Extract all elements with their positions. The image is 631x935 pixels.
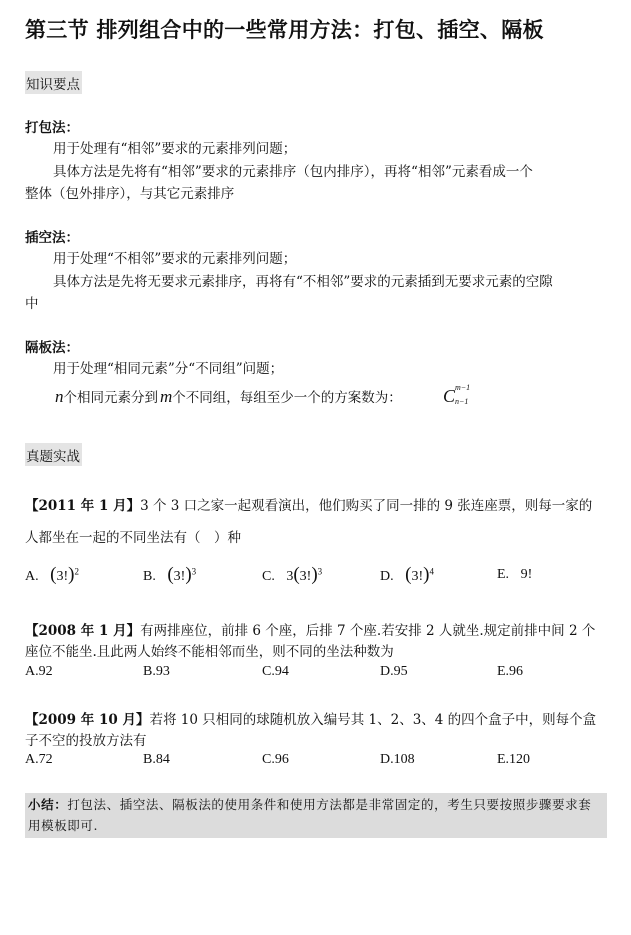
- q3-option-d: D.108: [380, 752, 415, 767]
- chakong-line2b: 中: [25, 296, 39, 312]
- q1-option-b-exp: 3: [191, 566, 197, 577]
- geban-line1: 用于处理“相同元素”分“不同组”问题；: [53, 361, 284, 377]
- q1-option-d: D. $(3!)^4$: [380, 564, 434, 585]
- q1-line-a: [25, 494, 592, 514]
- q2-line-a: [25, 619, 595, 639]
- formula-var-n: n: [55, 387, 64, 406]
- q3-line-a: [25, 708, 596, 728]
- q2-text-a: 有两排座位，前排 6 个座，后排 7 个座.若安排 2 人就坐.规定前排中间 2 个: [140, 623, 596, 639]
- q1-option-b: B. $(3!)^3$: [143, 564, 197, 585]
- chakong-heading: 插空法：: [25, 230, 79, 246]
- q1-option-a: A. $(3!)^2$: [25, 564, 79, 585]
- formula-var-m: m: [160, 387, 173, 406]
- q1-option-d-base: 3!: [411, 569, 424, 584]
- q1-option-a-base: 3!: [56, 569, 69, 584]
- q1-option-c-letter: C.: [262, 569, 275, 584]
- summary-text: 打包法、插空法、隔板法的使用条件和使用方法都是非常固定的，考生只要按照步骤要求套用模板即可.: [28, 797, 592, 833]
- formula-c: C: [443, 386, 456, 406]
- dabao-heading: 打包法：: [25, 120, 79, 136]
- q1-tag: 【2011 年 1 月】: [25, 498, 141, 514]
- q1-option-a-exp: 2: [74, 566, 79, 577]
- q1-option-b-letter: B.: [143, 569, 156, 584]
- q1-text-a: 3 个 3 口之家一起观看演出，他们购买了同一排的 9 张连座票，则每一家的: [140, 498, 593, 514]
- formula-text2: 个不同组，每组至少一个的方案数为：: [172, 390, 402, 406]
- q1-option-d-letter: D.: [380, 569, 394, 584]
- q1-option-b-base: 3!: [173, 569, 186, 584]
- page-title: 第三节 排列组合中的一些常用方法：打包、插空、隔板: [25, 17, 544, 42]
- q2-option-d: D.95: [380, 664, 408, 679]
- q2-option-a: A.92: [25, 664, 53, 679]
- q2-tag: 【2008 年 1 月】: [25, 623, 141, 639]
- q1-option-c-coef: 3: [286, 569, 294, 584]
- q1-option-c: C. $3(3!)^3$: [262, 564, 323, 585]
- q3-option-a: A.72: [25, 752, 53, 767]
- section-label-practice: 真题实战: [25, 443, 82, 466]
- q3-option-c: C.96: [262, 752, 289, 767]
- dabao-line2a: 具体方法是先将有“相邻”要求的元素排序（包内排序），再将“相邻”元素看成一个: [53, 164, 533, 180]
- formula-subscript: n−1: [455, 397, 469, 406]
- formula-text1: 个相同元素分到: [63, 390, 158, 406]
- chakong-line1: 用于处理“不相邻”要求的元素排列问题；: [53, 251, 297, 267]
- summary-box: [25, 793, 607, 838]
- q1-option-a-letter: A.: [25, 569, 39, 584]
- summary-label: 小结：: [28, 797, 68, 812]
- q3-option-e: E.120: [497, 752, 531, 767]
- formula-superscript: m−1: [455, 383, 471, 392]
- q1-text-b: 人都坐在一起的不同坐法有（ ）种: [25, 530, 241, 546]
- q2-text-b: 座位不能坐.且此两人始终不能相邻而坐，则不同的坐法种数为: [25, 644, 394, 660]
- combination-formula: [443, 383, 477, 412]
- q2-option-c: C.94: [262, 664, 289, 679]
- q3-text-b: 子不空的投放方法有: [25, 733, 147, 749]
- dabao-line1: 用于处理有“相邻”要求的元素排列问题；: [53, 141, 297, 157]
- geban-heading: 隔板法：: [25, 340, 79, 356]
- q1-option-e-letter: E.: [497, 567, 510, 582]
- q3-tag: 【2009 年 10 月】: [25, 712, 150, 728]
- geban-formula-line: [55, 386, 402, 407]
- section-label-knowledge: 知识要点: [25, 71, 82, 94]
- q1-option-c-base: 3!: [299, 569, 312, 584]
- q2-option-b: B.93: [143, 664, 170, 679]
- q1-option-c-exp: 3: [317, 566, 323, 577]
- q2-option-e: E.96: [497, 664, 524, 679]
- q3-text-a: 若将 10 只相同的球随机放入编号其 1、2、3、4 的四个盒子中，则每个盒: [149, 712, 597, 728]
- q1-option-d-exp: 4: [429, 566, 434, 577]
- q1-option-e-value: 9!: [520, 567, 533, 582]
- dabao-line2b: 整体（包外排序），与其它元素排序: [25, 186, 235, 202]
- q1-option-e: [497, 567, 532, 583]
- q3-option-b: B.84: [143, 752, 170, 767]
- chakong-line2a: 具体方法是先将无要求元素排序，再将有“不相邻”要求的元素插到无要求元素的空隙: [53, 274, 553, 290]
